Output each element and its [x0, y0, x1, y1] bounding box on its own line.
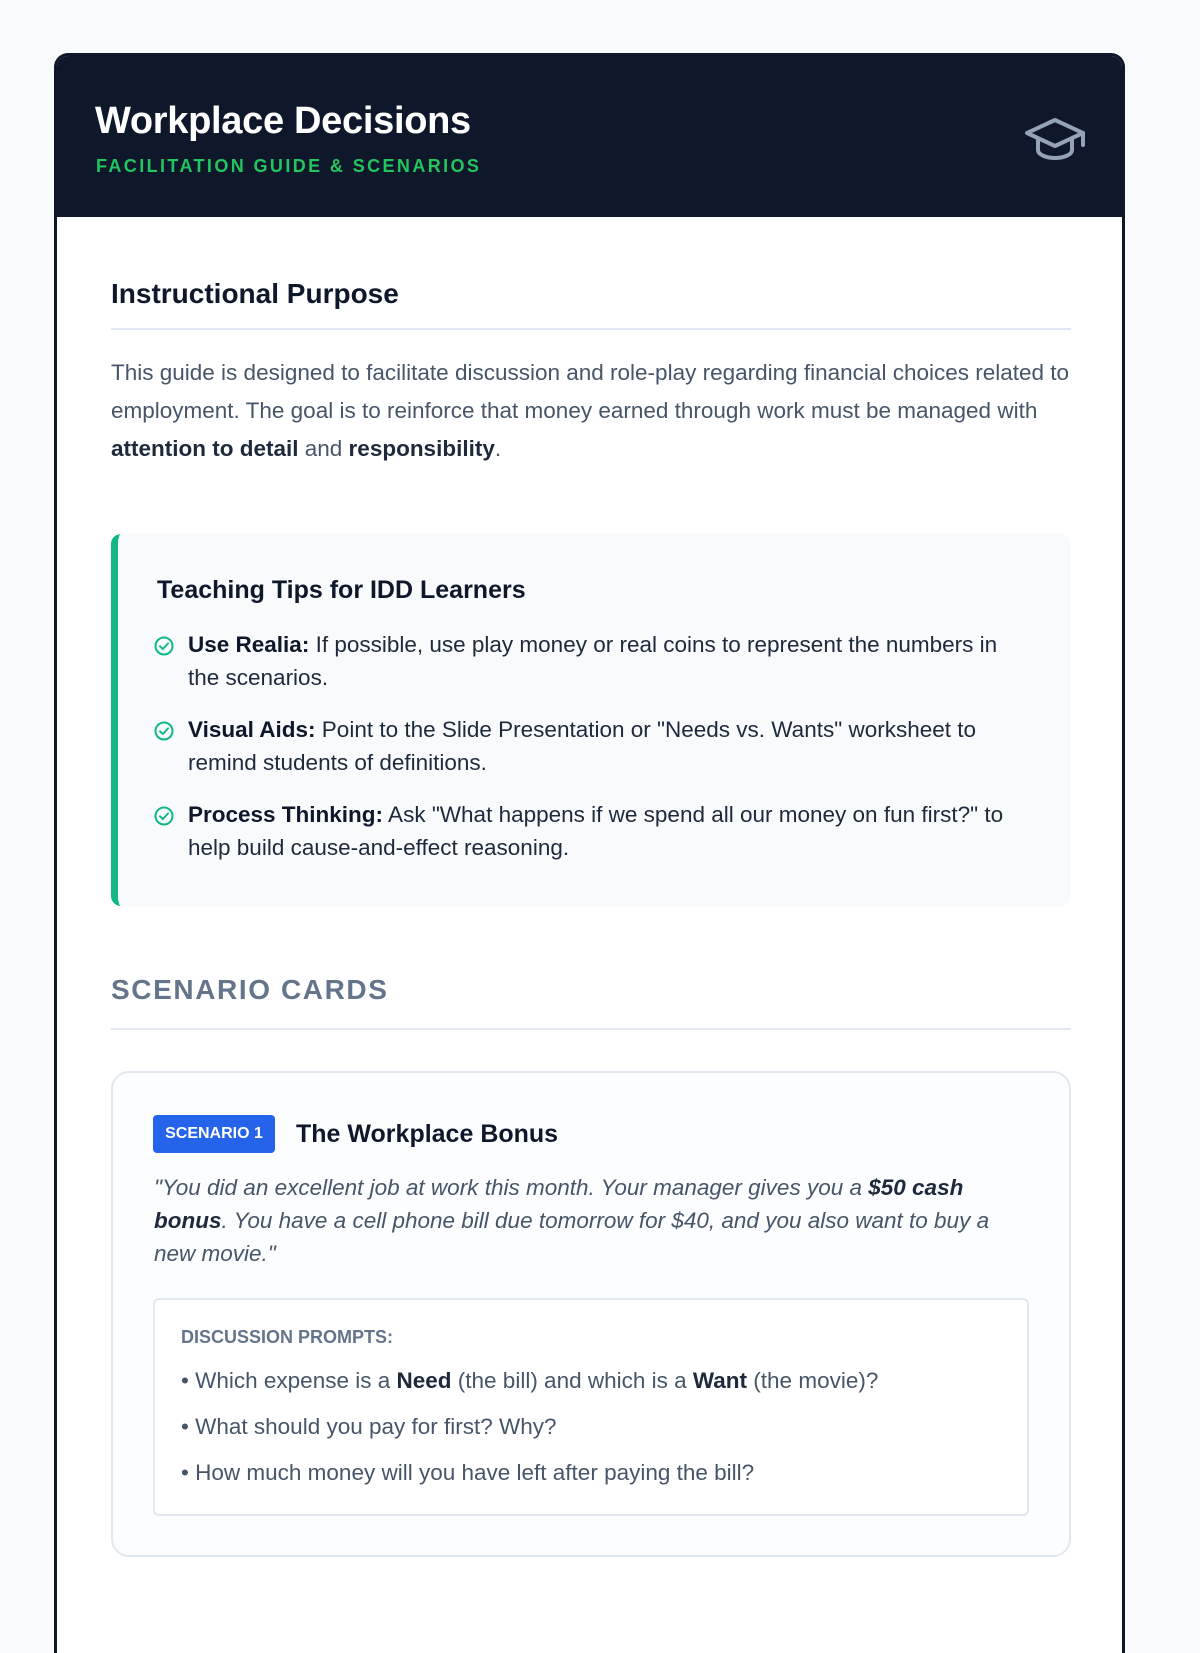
page-title: Workplace Decisions [95, 100, 471, 142]
purpose-emphasis-detail: attention to detail [111, 436, 299, 461]
divider [111, 328, 1071, 330]
prompt-item [181, 1412, 1021, 1442]
purpose-text: This guide is designed to facilitate discussion and role-play regarding financial choices related to employment. The goal is to reinforce that money earned through work must be managed with [111, 360, 1070, 423]
scenario-title: The Workplace Bonus [296, 1120, 559, 1148]
section-heading-purpose: Instructional Purpose [111, 278, 399, 309]
check-circle-icon [154, 721, 174, 741]
divider [111, 1028, 1071, 1030]
quote-text: "You did an excellent job at work this month. Your manager gives you a [154, 1175, 869, 1200]
scenario-quote [154, 1171, 1034, 1270]
quote-text-end: . You have a cell phone bill due tomorrow for $40, and you also want to buy a new movie." [154, 1208, 990, 1266]
prompt-emphasis-need: Need [396, 1368, 452, 1393]
check-circle-icon [154, 806, 174, 826]
teaching-tips-callout [111, 534, 1071, 906]
purpose-paragraph [111, 354, 1081, 468]
prompt-text: Which expense is a [195, 1368, 397, 1393]
tip-item [154, 798, 1024, 864]
scenario-badge: SCENARIO 1 [153, 1115, 275, 1153]
tip-item [154, 713, 1024, 779]
prompt-text: How much money will you have left after paying the bill? [195, 1460, 755, 1485]
tip-label: Process Thinking: [188, 802, 384, 827]
prompt-text-end: (the movie)? [747, 1368, 879, 1393]
bullet: • [181, 1414, 196, 1439]
quote-emphasis: $50 cash bonus [154, 1175, 964, 1233]
check-circle-icon [154, 636, 174, 656]
tip-item [154, 628, 1024, 694]
section-heading-scenarios: SCENARIO CARDS [111, 974, 389, 1005]
header-banner [57, 56, 1122, 217]
graduation-cap-icon [1023, 114, 1087, 162]
guide-card [54, 53, 1125, 1653]
prompt-text-mid: (the bill) and which is a [451, 1368, 693, 1393]
tips-title: Teaching Tips for IDD Learners [157, 576, 526, 604]
page-subtitle: FACILITATION GUIDE & SCENARIOS [96, 156, 482, 176]
prompt-emphasis-want: Want [692, 1368, 748, 1393]
prompts-label: DISCUSSION PROMPTS: [181, 1327, 394, 1347]
tip-text: If possible, use play money or real coins to represent the numbers in the scenarios. [188, 632, 998, 690]
tip-label: Use Realia: [188, 632, 310, 657]
prompt-item [181, 1458, 1021, 1488]
discussion-prompts-box [153, 1298, 1029, 1516]
tip-text: Ask "What happens if we spend all our money on fun first?" to help build cause-and-effect reasoning. [188, 802, 1004, 860]
tip-label: Visual Aids: [188, 717, 316, 742]
bullet: • [181, 1460, 196, 1485]
purpose-text-end: . [494, 436, 502, 461]
scenario-card [111, 1071, 1071, 1557]
purpose-emphasis-responsibility: responsibility [348, 436, 495, 461]
purpose-text-and: and [298, 436, 349, 461]
tip-text: Point to the Slide Presentation or "Needs vs. Wants" worksheet to remind students of definitions. [188, 717, 977, 775]
bullet: • [181, 1368, 196, 1393]
prompt-item [181, 1366, 1021, 1396]
prompt-text: What should you pay for first? Why? [195, 1414, 557, 1439]
